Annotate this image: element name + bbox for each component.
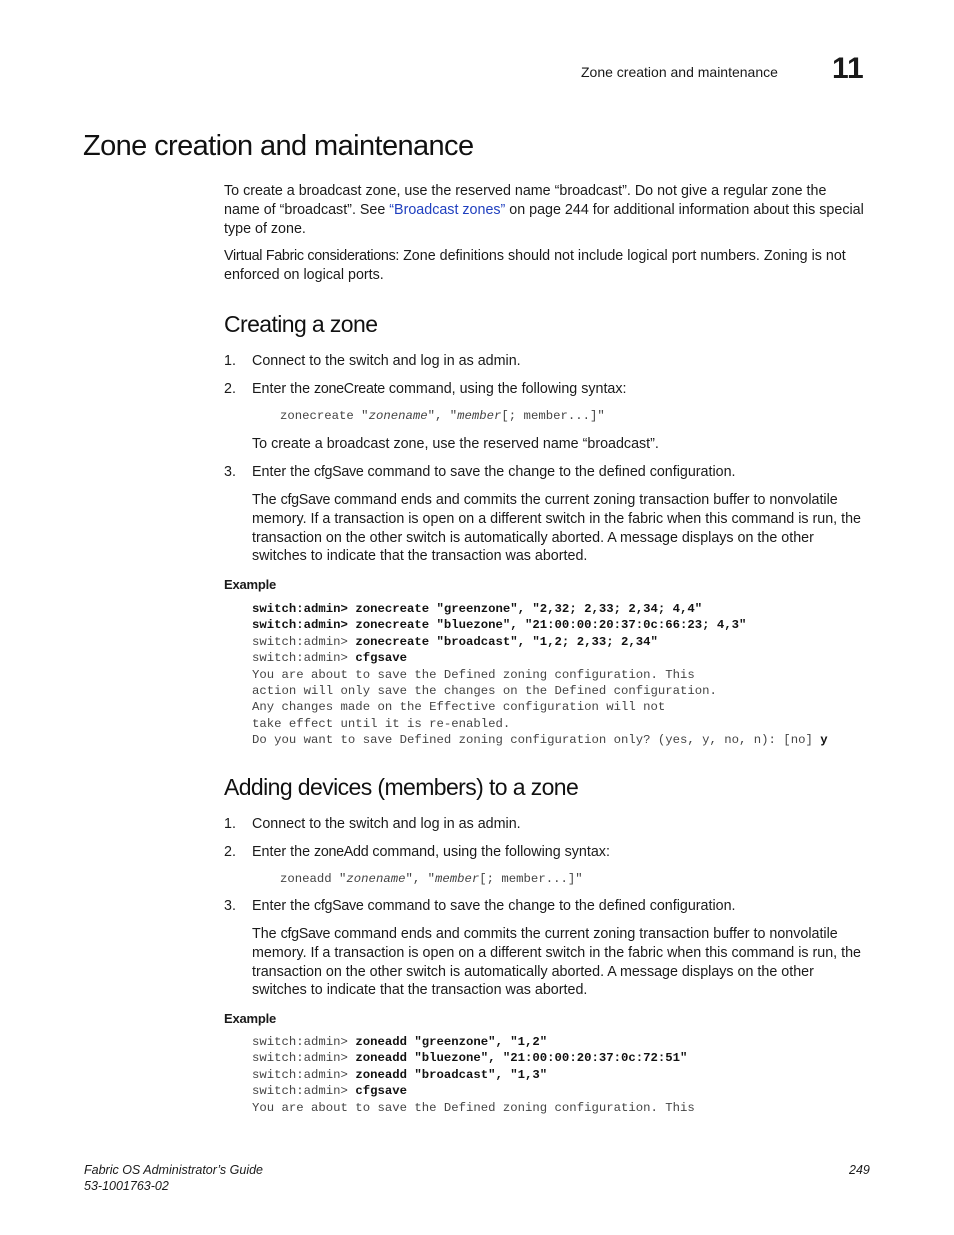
vf-label: Virtual Fabric considerations: (224, 248, 400, 264)
step-number: 2. (224, 844, 236, 860)
footer-guide-title: Fabric OS Administrator’s Guide (84, 1163, 263, 1177)
code-line: You are about to save the Defined zoning configuration. This (252, 667, 695, 682)
step-number: 1. (224, 353, 236, 369)
code-line: take effect until it is re-enabled. (252, 716, 511, 731)
step-text-a: Enter the (252, 381, 314, 397)
broadcast-note: To create a broadcast zone, use the reserved name “broadcast”. (252, 436, 659, 452)
cfgsave-command: cfgSave (314, 464, 364, 480)
syntax-member: member (435, 872, 480, 886)
step-text-b: command, using the following syntax: (384, 381, 627, 397)
step-text-b: command, using the following syntax: (368, 844, 610, 860)
page-number: 249 (849, 1163, 870, 1177)
step-number: 3. (224, 464, 236, 480)
create-step-3 (224, 463, 736, 482)
syntax-part: ", " (427, 409, 458, 423)
running-header-title: Zone creation and maintenance (581, 64, 778, 80)
add-cfgsave-paragraph (252, 925, 870, 1000)
code-line: switch:admin> cfgsave (252, 1084, 407, 1099)
step-number: 3. (224, 898, 236, 914)
example-label: Example (224, 1011, 277, 1026)
code-line: switch:admin> zoneadd "greenzone", "1,2" (252, 1035, 548, 1049)
step-text: Connect to the switch and log in as admin. (252, 353, 521, 369)
example-label: Example (224, 577, 277, 592)
zoneadd-syntax (280, 871, 583, 887)
intro-paragraph (224, 182, 864, 238)
syntax-part: [; member...]" (479, 872, 583, 886)
code-line: switch:admin> cfgsave (252, 651, 407, 666)
para-text-a: The (252, 492, 281, 508)
para-text-b: command ends and commits the current zoning transaction buffer to nonvolatile memory. If a transaction is open on a different switch in the fabric when this command is run, the transaction on the other switch is automatically aborted. A message displays on the other switches to indicate that the transaction was aborted. (252, 926, 861, 999)
syntax-part: [; member...]" (501, 409, 605, 423)
code-line: Do you want to save Defined zoning configuration only? (yes, y, no, n): [no] y (252, 733, 828, 748)
para-text-b: command ends and commits the current zoning transaction buffer to nonvolatile memory. If a transaction is open on a different switch in the fabric when this command is run, the transaction on the other switch is automatically aborted. A message displays on the other switches to indicate that the transaction was aborted. (252, 492, 861, 565)
zoneadd-command: zoneAdd (314, 844, 369, 860)
page-title: Zone creation and maintenance (83, 130, 474, 162)
create-step-2 (224, 380, 627, 399)
step-text: Connect to the switch and log in as admin. (252, 816, 521, 832)
step-text-a: Enter the (252, 464, 314, 480)
step-text-a: Enter the (252, 844, 314, 860)
syntax-part: zonecreate " (280, 409, 369, 423)
cfgsave-command: cfgSave (280, 492, 331, 508)
cfgsave-command: cfgSave (280, 926, 331, 942)
create-step-1 (224, 352, 521, 371)
add-step-1 (224, 815, 521, 834)
code-line: switch:admin> zoneadd "broadcast", "1,3" (252, 1067, 548, 1082)
zonecreate-syntax (280, 408, 605, 424)
add-step-2 (224, 843, 610, 862)
code-line: Any changes made on the Effective configuration will not (252, 700, 666, 715)
code-line: switch:admin> zonecreate "broadcast", "1,2; 2,33; 2,34" (252, 634, 658, 649)
syntax-part: zoneadd " (280, 872, 347, 886)
code-line: You are about to save the Defined zoning configuration. This (252, 1100, 695, 1115)
step-text-b: command to save the change to the defined configuration. (363, 464, 736, 480)
code-line: switch:admin> zonecreate "bluezone", "21:00:00:20:37:0c:66:23; 4,3" (252, 618, 747, 633)
creating-zone-heading: Creating a zone (224, 311, 378, 337)
add-step-3 (224, 897, 736, 916)
intro-text-a: To create a broadcast zone, use the reserved name “broadcast”. Do not give a regular zone the name of “broadcast”. See (224, 183, 827, 218)
zonecreate-command: zoneCreate (314, 381, 385, 397)
syntax-zonename: zonename (346, 872, 406, 886)
syntax-part: ", " (405, 872, 435, 886)
step-text-b: command to save the change to the defined configuration. (363, 898, 736, 914)
add-example-code (252, 1034, 695, 1116)
footer-doc-id: 53-1001763-02 (84, 1179, 169, 1193)
para-text-a: The (252, 926, 281, 942)
cfgsave-command: cfgSave (314, 898, 364, 914)
step-text-a: Enter the (252, 898, 314, 914)
syntax-member: member (457, 409, 502, 423)
step-number: 1. (224, 816, 236, 832)
vf-text: Zone definitions should not include logical port numbers. Zoning is not enforced on logical ports. (224, 248, 846, 283)
broadcast-zones-link[interactable]: “Broadcast zones” (389, 201, 506, 218)
code-line: switch:admin> zoneadd "bluezone", "21:00:00:20:37:0c:72:51" (252, 1051, 688, 1066)
chapter-number: 11 (832, 52, 864, 85)
create-cfgsave-paragraph (252, 491, 870, 566)
create-example-code (252, 601, 828, 749)
adding-devices-heading: Adding devices (members) to a zone (224, 774, 579, 800)
code-line: switch:admin> zonecreate "greenzone", "2,32; 2,33; 2,34; 4,4" (252, 602, 703, 616)
virtual-fabric-note (224, 247, 864, 285)
code-line: action will only save the changes on the Defined configuration. (252, 684, 717, 699)
syntax-zonename: zonename (368, 409, 428, 423)
step-number: 2. (224, 381, 236, 397)
intro-text-b: on page 244 for additional information about this special type of zone. (224, 201, 864, 237)
